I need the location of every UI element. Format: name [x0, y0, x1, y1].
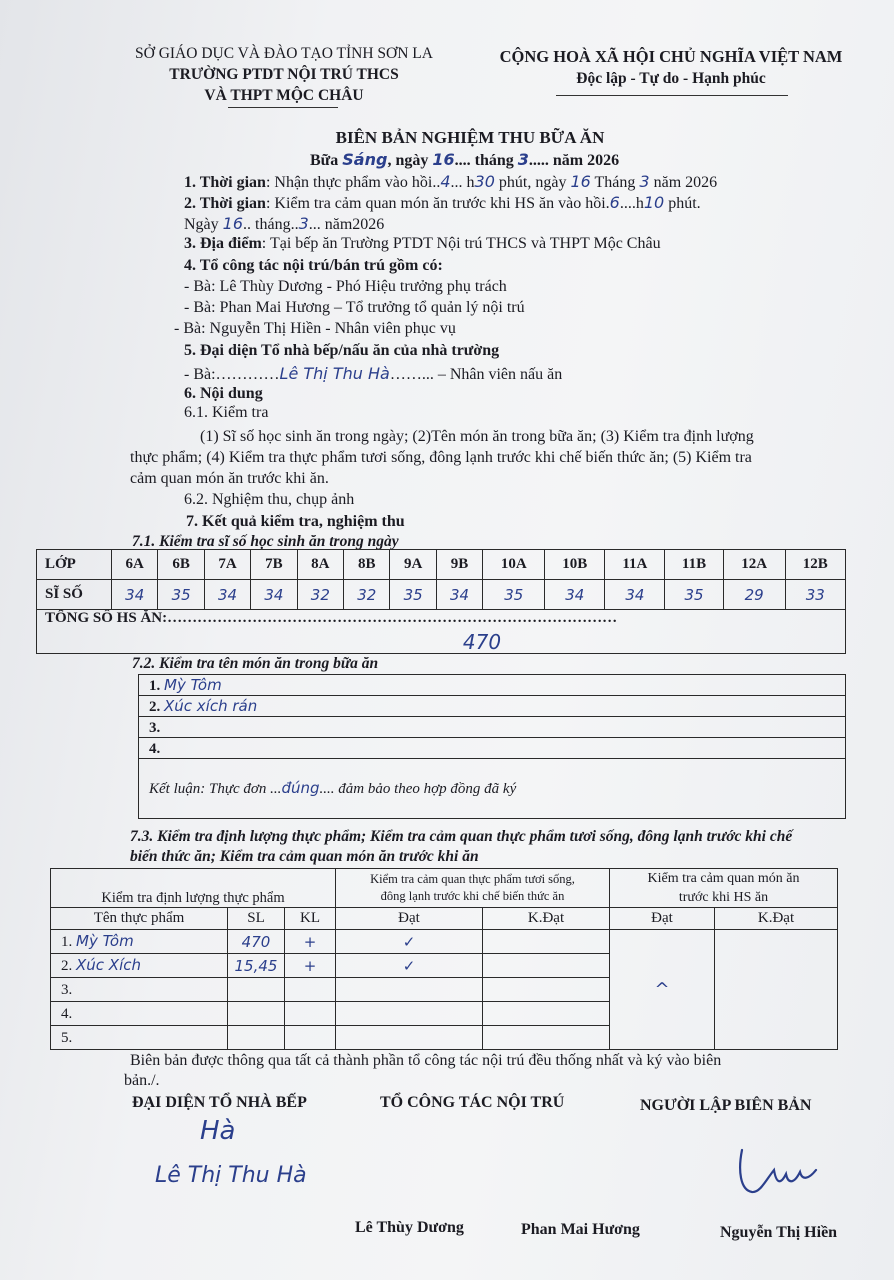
class-cell: 9A	[390, 550, 436, 580]
meal-hand: Sáng	[342, 150, 388, 169]
nation-motto: Độc lập - Tự do - Hạnh phúc	[576, 70, 766, 87]
count-cell: 33	[785, 580, 845, 610]
committee-sign-title: TỔ CÔNG TÁC NỘI TRÚ	[380, 1094, 565, 1111]
total-label: TỔNG SỐ HS ĂN:………………………………………………………………………………	[45, 610, 618, 626]
food-kl: +	[285, 930, 336, 954]
food-row: 5.	[51, 1026, 838, 1050]
document-title: BIÊN BẢN NGHIỆM THU BỮA ĂN	[335, 128, 605, 147]
kitchen-name-hand: Lê Thị Thu Hà	[155, 1163, 307, 1188]
food-fail	[483, 1026, 610, 1050]
food-pass: ✓	[336, 954, 483, 978]
count-cell: 34	[251, 580, 297, 610]
count-cell: 32	[344, 580, 390, 610]
class-cell: 6A	[112, 550, 158, 580]
dish-row: 2. Xúc xích rán	[139, 696, 846, 717]
dish-row: 1. Mỳ Tôm	[139, 675, 846, 696]
header-right-underline	[556, 95, 788, 96]
food-fail	[483, 1002, 610, 1026]
class-cell: 8A	[297, 550, 343, 580]
total-cell	[37, 610, 846, 654]
food-pass	[336, 1026, 483, 1050]
closing-line-1: Biên bản được thông qua tất cả thành phần tổ công tác nội trú đều thống nhất và ký vào biên	[130, 1052, 722, 1069]
section-3: 3. Địa điểm: Tại bếp ăn Trường PTDT Nội trú THCS và THPT Mộc Châu	[184, 235, 661, 252]
section-5-title: 5. Đại diện Tổ nhà bếp/nấu ăn của nhà trường	[184, 342, 500, 359]
food-sl	[228, 1026, 285, 1050]
section-4-title: 4. Tổ công tác nội trú/bán trú gồm có:	[184, 257, 443, 274]
total-row	[37, 610, 846, 654]
section-2: 2. Thời gian: Kiểm tra cảm quan món ăn trước khi HS ăn vào hồi.6....h10 phút.	[184, 193, 701, 212]
kitchen-signature: Hà	[200, 1116, 236, 1146]
section-6-1: 6.1. Kiểm tra	[184, 404, 269, 421]
section-7-3-title-2: biến thức ăn; Kiểm tra cảm quan món ăn trước khi ăn	[130, 848, 479, 865]
closing-line-2: bản./.	[124, 1072, 160, 1089]
row-label-count: SĨ SỐ	[37, 580, 112, 610]
nation-name: CỘNG HOÀ XÃ HỘI CHỦ NGHĨA VIỆT NAM	[499, 47, 843, 66]
count-cell: 35	[665, 580, 723, 610]
food-name: Mỳ Tôm	[76, 932, 134, 950]
food-fail	[483, 954, 610, 978]
count-cell: 29	[723, 580, 785, 610]
conclusion-cell: Kết luận: Thực đơn ...đúng.... đảm bảo theo hợp đồng đã ký	[139, 759, 846, 819]
food-kl: +	[285, 954, 336, 978]
food-sl: 15,45	[228, 954, 285, 978]
class-cell: 7B	[251, 550, 297, 580]
class-cell: 9B	[436, 550, 482, 580]
count-cell: 35	[390, 580, 436, 610]
signer-name-3: Nguyễn Thị Hiền	[720, 1224, 838, 1241]
count-row	[37, 580, 846, 610]
header-left-underline	[228, 107, 338, 108]
food-row: 2. Xúc Xích 15,45 + ✓	[51, 954, 838, 978]
department-name: SỞ GIÁO DỤC VÀ ĐÀO TẠO TỈNH SƠN LA	[135, 45, 433, 62]
class-cell: 12A	[723, 550, 785, 580]
count-cell: 34	[436, 580, 482, 610]
author-sign-title: NGƯỜI LẬP BIÊN BẢN	[640, 1097, 812, 1114]
section-7-title: 7. Kết quả kiểm tra, nghiệm thu	[186, 513, 405, 530]
count-cell: 34	[112, 580, 158, 610]
school-name-line2: VÀ THPT MỘC CHÂU	[204, 87, 364, 104]
sensory-pass-cell: ^	[610, 930, 715, 1050]
section-6-para-2: thực phẩm; (4) Kiểm tra thực phẩm tươi sống, đông lạnh trước khi chế biến thức ăn; (5) Kiểm tra	[130, 449, 752, 466]
dish-table	[138, 674, 846, 819]
kitchen-sign-title: ĐẠI DIỆN TỔ NHÀ BẾP	[132, 1094, 307, 1111]
class-cell: 12B	[785, 550, 845, 580]
class-cell: 10A	[483, 550, 545, 580]
header-fresh: Kiểm tra cảm quan thực phẩm tươi sống, đông lạnh trước khi chế biến thức ăn	[336, 869, 610, 908]
section-7-1-title: 7.1. Kiểm tra sĩ số học sinh ăn trong ngày	[132, 533, 399, 550]
food-row: 3.	[51, 978, 838, 1002]
col-fail-sensory: K.Đạt	[715, 908, 838, 930]
food-kl	[285, 978, 336, 1002]
count-cell: 34	[204, 580, 250, 610]
header-sensory: Kiểm tra cảm quan món ăn trước khi HS ăn	[610, 869, 838, 908]
section-6-2: 6.2. Nghiệm thu, chụp ảnh	[184, 491, 355, 508]
section-6-para-3: cảm quan món ăn trước khi ăn.	[130, 470, 329, 487]
col-fail: K.Đạt	[483, 908, 610, 930]
count-cell: 35	[483, 580, 545, 610]
member-1: - Bà: Lê Thùy Dương - Phó Hiệu trưởng phụ trách	[184, 278, 507, 295]
food-pass: ✓	[336, 930, 483, 954]
food-fail	[483, 930, 610, 954]
dish-row: 3.	[139, 717, 846, 738]
col-pass: Đạt	[336, 908, 483, 930]
section-7-2-title: 7.2. Kiểm tra tên món ăn trong bữa ăn	[132, 655, 379, 672]
section-5-line: - Bà:…………Lê Thị Thu Hà……... – Nhân viên nấu ăn	[184, 364, 563, 383]
header-quantity: Kiểm tra định lượng thực phẩm	[51, 869, 336, 908]
class-cell: 11A	[605, 550, 665, 580]
count-cell: 32	[297, 580, 343, 610]
section-2-line2: Ngày 16.. tháng..3... năm2026	[184, 214, 385, 233]
dish-name: Xúc xích rán	[164, 696, 258, 715]
food-kl	[285, 1026, 336, 1050]
conclusion-hand: đúng	[281, 779, 320, 797]
sensory-fail-cell	[715, 930, 838, 1050]
dish-row: 4.	[139, 738, 846, 759]
food-sl	[228, 1002, 285, 1026]
food-pass	[336, 1002, 483, 1026]
col-name: Tên thực phẩm	[51, 908, 228, 930]
meal-line: Bữa Sáng, ngày 16.... tháng 3..... năm 2026	[310, 150, 620, 169]
inspection-table	[50, 868, 838, 1050]
signer-name-1: Lê Thùy Dương	[355, 1219, 464, 1236]
col-pass-sensory: Đạt	[610, 908, 715, 930]
member-2: - Bà: Phan Mai Hương – Tổ trưởng tổ quản lý nội trú	[184, 299, 525, 316]
count-cell: 34	[605, 580, 665, 610]
col-sl: SL	[228, 908, 285, 930]
class-cell: 10B	[545, 550, 605, 580]
count-cell: 35	[158, 580, 204, 610]
class-cell: 7A	[204, 550, 250, 580]
author-signature	[730, 1140, 820, 1200]
count-cell: 34	[545, 580, 605, 610]
food-pass	[336, 978, 483, 1002]
food-name: Xúc Xích	[76, 956, 141, 974]
section-7-3-title: 7.3. Kiểm tra định lượng thực phẩm; Kiểm tra cảm quan thực phẩm tươi sống, đông lạnh trước khi chế	[130, 828, 793, 845]
total-value-hand: 470	[462, 630, 502, 654]
food-row: 1. Mỳ Tôm 470 + ✓ ^	[51, 930, 838, 954]
dish-name: Mỳ Tôm	[164, 675, 222, 694]
section-6-para-1: (1) Sĩ số học sinh ăn trong ngày; (2)Tên món ăn trong bữa ăn; (3) Kiểm tra định lượng	[200, 428, 754, 445]
section-1: 1. Thời gian: Nhận thực phẩm vào hồi..4... h30 phút, ngày 16 Tháng 3 năm 2026	[184, 172, 718, 191]
food-sl	[228, 978, 285, 1002]
food-row: 4.	[51, 1002, 838, 1026]
conclusion-row	[139, 759, 846, 819]
section-6-title: 6. Nội dung	[184, 385, 263, 402]
food-kl	[285, 1002, 336, 1026]
class-cell: 6B	[158, 550, 204, 580]
cook-name-hand: Lê Thị Thu Hà	[279, 364, 390, 383]
col-kl: KL	[285, 908, 336, 930]
row-label-class: LỚP	[37, 550, 112, 580]
attendance-table	[36, 549, 846, 654]
signer-name-2: Phan Mai Hương	[521, 1221, 640, 1238]
class-row	[37, 550, 846, 580]
school-name-line1: TRƯỜNG PTDT NỘI TRÚ THCS	[169, 66, 399, 83]
class-cell: 11B	[665, 550, 723, 580]
member-3: - Bà: Nguyễn Thị Hiền - Nhân viên phục vụ	[174, 320, 456, 337]
class-cell: 8B	[344, 550, 390, 580]
food-sl: 470	[228, 930, 285, 954]
food-fail	[483, 978, 610, 1002]
